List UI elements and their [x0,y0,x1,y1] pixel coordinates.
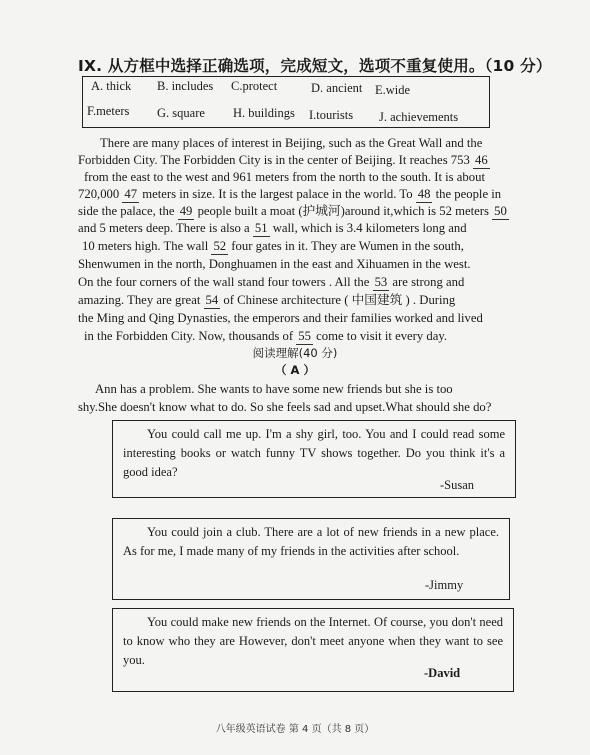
blank-49: 49 [179,204,193,218]
blank-52: 52 [213,239,227,253]
letter-text: You could join a club. There are a lot of new friends in a new place. As for me, I made many of my friends in the activities after school. [123,525,499,558]
letter-signature: -Susan [440,478,475,492]
cloze-line: 10 meters high. The wall 52 four gates in it. They are Wumen in the south, [82,239,464,253]
option-b: B. includes [157,79,214,93]
cloze-line: from the east to the west and 961 meters from the north to the south. It is about [84,170,485,184]
intro-line: Ann has a problem. She wants to have some new friends but she is too [95,382,453,396]
option-c: C.protect [231,79,278,93]
blank-54: 54 [205,293,219,307]
intro-line: shy.She doesn't know what to do. So she feels sad and upset.What should she do? [78,400,492,414]
option-i: I.tourists [309,108,354,122]
option-d: D. ancient [311,81,363,95]
cloze-line: amazing. They are great 54 of Chinese architecture ( 中国建筑 ) . During [78,293,456,307]
cloze-line: There are many places of interest in Beijing, such as the Great Wall and the [100,136,483,150]
option-h: H. buildings [233,106,295,120]
cloze-line: On the four corners of the wall stand four towers . All the 53 are strong and [78,275,465,289]
option-f: F.meters [87,104,130,118]
cloze-line: Shenwumen in the north, Donghuamen in the east and Xihuamen in the west. [78,257,471,271]
cloze-line: in the Forbidden City. Now, thousands of 55 come to visit it every day. [84,329,448,343]
cloze-line: 720,000 47 meters in size. It is the largest palace in the world. To 48 the people in [78,187,502,201]
letter-signature: -David [424,666,461,680]
blank-48: 48 [417,187,431,201]
cloze-line: side the palace, the 49 people built a moat (护城河)around it,which is 52 meters 50 [78,204,507,218]
blank-50: 50 [494,204,507,218]
blank-53: 53 [374,275,388,289]
page-footer: 八年级英语试卷 第 4 页（共 8 页） [215,724,375,735]
cloze-line: Forbidden City. The Forbidden City is in the center of Beijing. It reaches 753 46 [78,153,488,167]
reading-section-title: 阅读理解(40 分) [252,346,338,360]
cloze-line: and 5 meters deep. There is also a 51 wall, which is 3.4 kilometers long and [78,221,467,235]
cloze-line: the Ming and Qing Dynasties, the emperors and their families worked and lived [78,311,483,325]
section-heading: IX. 从方框中选择正确选项，完成短文，选项不重复使用。（10 分） [78,57,552,75]
letter-text: You could call me up. I'm a shy girl, too. You and I could read some interesting books or watch funny TV shows together. Do you think it's a good idea? [123,427,505,479]
blank-55: 55 [298,329,311,343]
option-a: A. thick [91,79,132,93]
option-g: G. square [157,106,205,120]
option-j: J. achievements [379,110,459,124]
blank-46: 46 [475,153,488,167]
option-e: E.wide [375,83,411,97]
blank-51: 51 [254,221,268,235]
letter-signature: -Jimmy [425,578,464,592]
word-option-box [82,76,490,128]
passage-label: （ A ） [275,363,315,377]
blank-47: 47 [124,187,138,201]
letter-text: You could make new friends on the Internet. Of course, you don't need to know who they are However, don't meet anyone when they want to see you. [123,615,503,667]
